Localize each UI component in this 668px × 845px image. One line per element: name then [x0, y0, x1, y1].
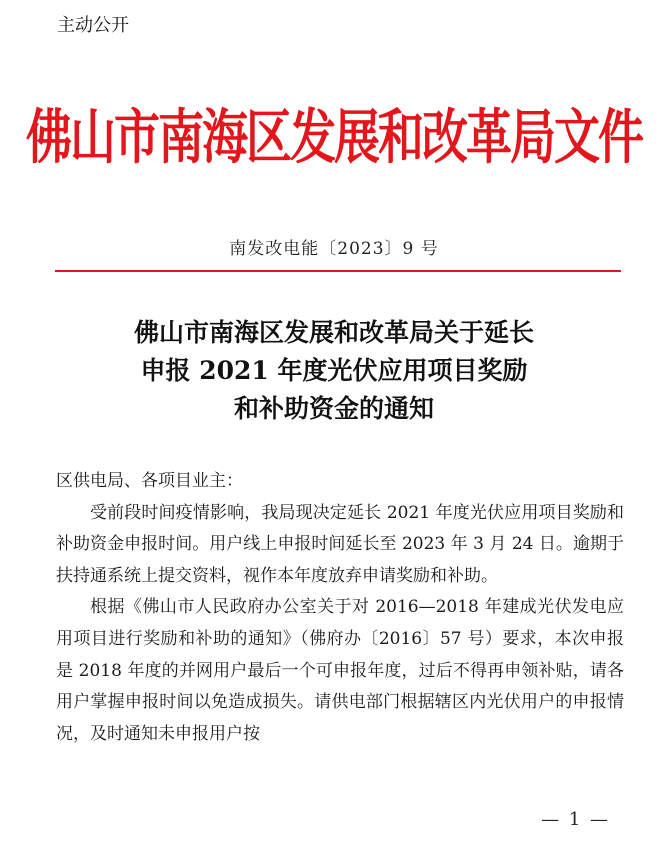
- title-line-1: 佛山市南海区发展和改革局关于延长: [133, 318, 534, 347]
- red-divider-line: [55, 270, 621, 272]
- document-title: [0, 314, 668, 428]
- paragraph-1: 受前段时间疫情影响，我局现决定延长 2021 年度光伏应用项目奖励和补助资金申报时间。用户线上申报时间延长至 2023 年 3 月 24 日。逾期于扶持通系统上提交资料，视作本年度放弃申请奖励和补助。: [56, 502, 624, 586]
- page-number: — 1 —: [541, 809, 610, 830]
- title-line-2: 申报 2021 年度光伏应用项目奖励: [140, 356, 528, 385]
- salutation: 区供电局、各项目业主：: [56, 471, 243, 491]
- document-number: 南发改电能〔2023〕9 号: [229, 239, 439, 259]
- document-body: [56, 466, 624, 750]
- document-masthead: 佛山市南海区发展和改革局文件: [26, 102, 642, 172]
- disclosure-label: 主动公开: [57, 15, 129, 36]
- paragraph-2: 根据《佛山市人民政府办公室关于对 2016—2018 年建成光伏发电应用项目进行奖励和补助的通知》（佛府办〔2016〕57 号）要求，本次申报是 2018 年度的并网用户最后一个可申报年度，过后不得再申领补贴，请各用户掌握申报时间以免造成损失。请供电部门根据辖区内光伏用户的申报情况，及时通知未申报用户按: [56, 597, 624, 744]
- title-line-3: 和补助资金的通知: [233, 394, 434, 423]
